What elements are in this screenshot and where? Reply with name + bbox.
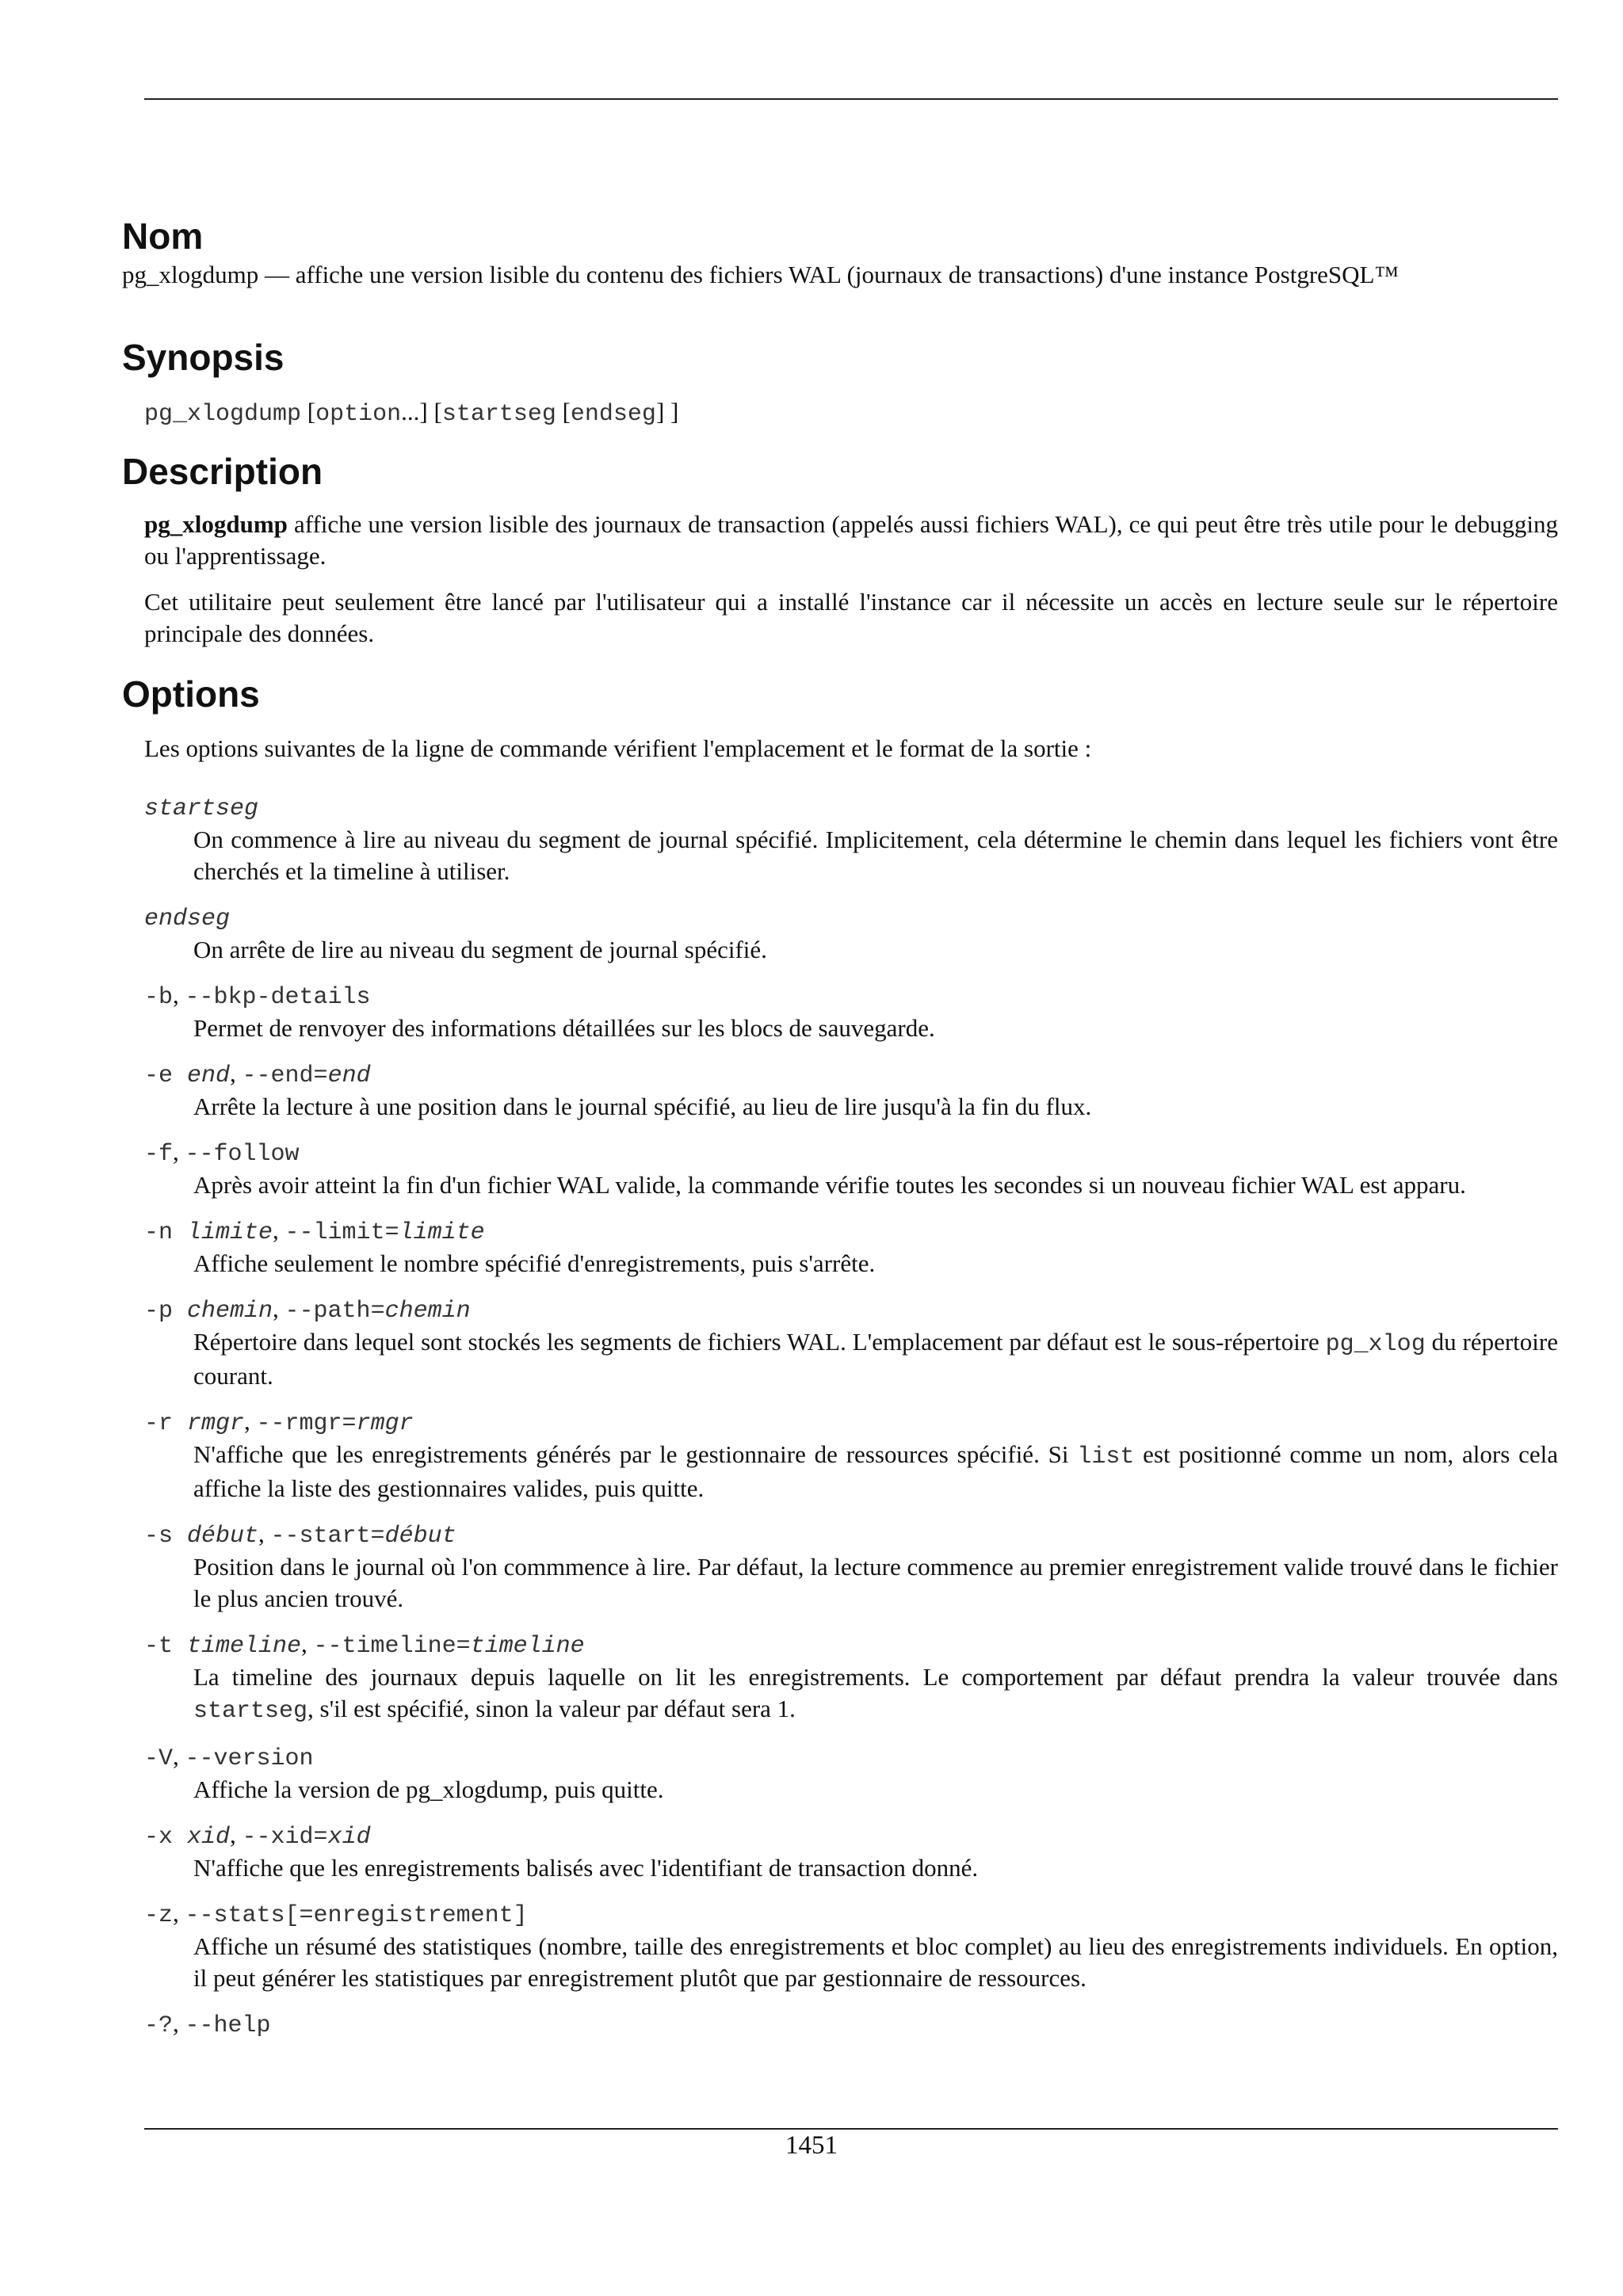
option-long: --path= [285,1297,385,1325]
option-term [144,1820,1558,1852]
option-separator: , [173,980,185,1009]
option-description: Affiche seulement le nombre spécifié d'enregistrements, puis s'arrête. [193,1249,876,1277]
section-heading-description: Description [122,450,323,492]
option-description: On commence à lire au niveau du segment de journal spécifié. Implicitement, cela détermine le chemin dans lequel les fichiers vont être cherchés et la timeline à utiliser. [193,825,1558,885]
option-short: -t [144,1632,188,1660]
option-arg: limite [399,1219,485,1246]
section-heading-nom: Nom [122,215,204,257]
description-paragraph-2: Cet utilitaire peut seulement être lancé par l'utilisateur qui a installé l'instance car il nécessite un accès en lecture seule sur le répertoire principale des données. [144,587,1558,647]
option-term [144,1406,1558,1439]
option-short: -? [144,2012,174,2039]
option-term [144,980,1558,1013]
option-arg: end [187,1062,231,1089]
nom-text: pg_xlogdump — affiche une version lisible du contenu des fichiers WAL (journaux de transactions) d'une instance PostgreSQL™ [122,260,1399,288]
option-description [144,1439,1558,1505]
program-name: pg_xlogdump [144,509,288,538]
option-arg: end [327,1062,371,1089]
option-long: --bkp-details [185,983,371,1011]
option-long: --follow [185,1140,300,1168]
option-separator: , [173,1741,185,1770]
synopsis-endseg: endseg [570,400,656,428]
option-term [144,1519,1558,1551]
option-short: -r [144,1409,188,1437]
description-text: La timeline des journaux depuis laquelle on lit les enregistrements. Le comportement par défaut prendra la valeur trouvée dans [193,1662,1558,1691]
inline-code: startseg [193,1697,308,1725]
option-description: Affiche un résumé des statistiques (nombre, taille des enregistrements et bloc complet) au lieu des enregistrements individuels. En option, il peut générer les statistiques par enregistrement plutôt que par gestionnaire de ressources. [193,1932,1558,1992]
option-item [144,980,1558,1044]
description-text: , s'il est spécifié, sinon la valeur par défaut sera 1. [307,1694,796,1722]
option-separator: , [301,1629,314,1657]
option-term [144,2008,1558,2041]
option-item [144,902,1558,966]
option-arg: début [384,1522,456,1550]
option-separator: , [230,1058,242,1087]
option-arg: rmgr [187,1409,245,1437]
option-list [122,791,1558,2041]
description-text: Répertoire dans lequel sont stockés les segments de fichiers WAL. L'emplacement par défaut est le sous-répertoire [193,1327,1326,1356]
option-arg: xid [327,1823,371,1851]
option-separator: , [173,1898,185,1927]
option-separator: , [244,1406,257,1435]
bracket: [ [433,397,442,425]
option-separator: , [258,1519,271,1547]
footer-rule [144,2128,1558,2130]
option-term [144,1215,1558,1248]
option-item [144,2008,1558,2041]
option-arg: début [187,1522,259,1550]
section-nom [122,215,1558,291]
option-arg: chemin [384,1297,471,1325]
bracket: ] [419,397,428,425]
option-arg: xid [187,1823,231,1851]
option-item [144,1898,1558,1994]
option-description: Arrête la lecture à une position dans le journal spécifié, au lieu de lire jusqu'à la fin du flux. [193,1092,1092,1120]
option-long: --stats[=enregistrement] [185,1901,528,1929]
inline-code: pg_xlog [1325,1330,1426,1358]
option-item [144,1406,1558,1505]
option-arg: endseg [144,905,231,933]
option-short: -f [144,1140,174,1168]
bracket: ] [655,397,665,425]
option-item [144,1137,1558,1201]
option-item [144,1741,1558,1806]
option-separator: , [273,1215,285,1244]
option-arg: chemin [187,1297,273,1325]
option-arg: timeline [187,1632,302,1660]
option-item [144,1058,1558,1123]
option-item [144,1820,1558,1884]
option-short: -x [144,1823,188,1851]
option-short: -z [144,1901,174,1929]
option-short: -V [144,1745,174,1772]
option-short: -p [144,1297,188,1325]
page-number: 1451 [785,2131,838,2160]
option-description: Après avoir atteint la fin d'un fichier WAL valide, la commande vérifie toutes les secondes si un nouveau fichier WAL est apparu. [193,1170,1466,1199]
option-item [144,1294,1558,1392]
option-long: --limit= [285,1219,399,1246]
section-description [122,451,1558,650]
ellipsis: ... [401,397,420,425]
description-text: N'affiche que les enregistrements générés par le gestionnaire de ressources spécifié. Si [193,1440,1078,1468]
option-description: Position dans le journal où l'on commmence à lire. Par défaut, la lecture commence au premier enregistrement valide trouvé dans le fichier le plus ancien trouvé. [193,1552,1558,1612]
option-term [144,902,1558,934]
description-text: affiche une version lisible des journaux de transaction (appelés aussi fichiers WAL), ce qui peut être très utile pour le debugging ou l'apprentissage. [144,509,1558,570]
option-long: --help [185,2012,271,2039]
option-short: -b [144,983,174,1011]
option-description [144,1661,1558,1727]
option-description: On arrête de lire au niveau du segment de journal spécifié. [193,935,767,963]
option-separator: , [173,2008,185,2037]
synopsis-command: pg_xlogdump [144,400,302,428]
bracket: [ [562,397,571,425]
inline-code: list [1077,1443,1135,1470]
option-item [144,1629,1558,1727]
description-text: est positionné comme un nom, alors cela affiche la liste des gestionnaires valides, puis quitte. [193,1440,1558,1502]
option-item [144,791,1558,887]
synopsis-line [122,396,1558,430]
header-rule [144,98,1558,100]
bracket: ] [670,397,679,425]
option-term [144,791,1558,824]
option-description [144,1326,1558,1392]
option-short: -s [144,1522,188,1550]
option-long: --version [185,1745,314,1772]
option-term [144,1898,1558,1931]
option-item [144,1215,1558,1280]
section-heading-options: Options [122,673,260,715]
option-description: Permet de renvoyer des informations détaillées sur les blocs de sauvegarde. [193,1013,935,1042]
option-term [144,1741,1558,1774]
option-arg: timeline [470,1632,585,1660]
description-paragraph-1 [122,509,1558,572]
option-long: --xid= [242,1823,328,1851]
option-separator: , [173,1137,185,1165]
option-separator: , [230,1820,242,1848]
option-arg: rmgr [356,1409,414,1437]
option-arg: startseg [144,795,259,822]
description-text: du répertoire courant. [193,1327,1558,1390]
option-long: --rmgr= [256,1409,357,1437]
page-content [122,215,1558,2041]
option-term [144,1058,1558,1091]
synopsis-option: option [315,400,402,428]
option-long: --start= [270,1522,385,1550]
option-long: --end= [242,1062,328,1089]
section-synopsis [122,337,1558,430]
option-long: --timeline= [313,1632,471,1660]
section-heading-synopsis: Synopsis [122,336,285,378]
section-options [122,673,1558,2041]
synopsis-startseg: startseg [441,400,556,428]
option-separator: , [273,1294,285,1322]
options-intro: Les options suivantes de la ligne de commande vérifient l'emplacement et le format de la sortie : [144,734,1092,762]
option-term [144,1137,1558,1169]
option-arg: limite [187,1219,273,1246]
bracket: [ [307,397,316,425]
option-term [144,1294,1558,1326]
option-item [144,1519,1558,1615]
option-description: Affiche la version de pg_xlogdump, puis quitte. [193,1775,664,1803]
option-short: -n [144,1219,188,1246]
option-short: -e [144,1062,188,1089]
option-description: N'affiche que les enregistrements balisés avec l'identifiant de transaction donné. [193,1853,979,1882]
option-term [144,1629,1558,1661]
